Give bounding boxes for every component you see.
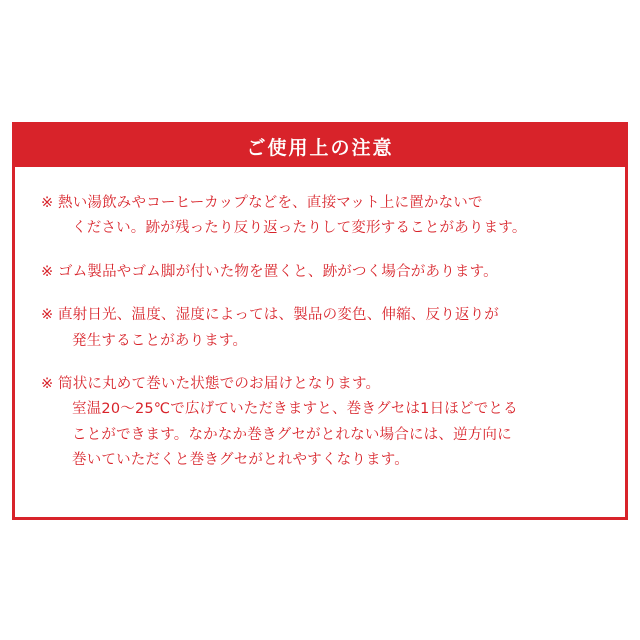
bullet-marker-icon: ※ (41, 263, 54, 280)
list-item (41, 191, 599, 242)
list-item (41, 303, 599, 354)
list-item (41, 372, 599, 474)
text-line: 熱い湯飲みやコーヒーカップなどを、直接マット上に置かないで (58, 195, 483, 211)
notice-body (15, 167, 625, 473)
text-line: 筒状に丸めて巻いた状態でのお届けとなります。 (58, 375, 381, 392)
list-item-text (58, 303, 599, 354)
notice-title-bar (15, 125, 625, 167)
bullet-marker-icon: ※ (41, 195, 54, 211)
text-line: 巻いていただくと巻きグセがとれやすくなります。 (72, 452, 409, 468)
bullet-marker-icon: ※ (41, 307, 54, 324)
list-item (41, 260, 599, 285)
list-item-text (58, 191, 599, 242)
bullet-marker-icon: ※ (41, 375, 54, 392)
list-item-text (58, 260, 599, 285)
notice-card (12, 122, 628, 520)
text-line: 室温20〜25℃で広げていただきますと、巻きグセは1日ほどでとる (72, 401, 518, 418)
text-line: ゴム製品やゴム脚が付いた物を置くと、跡がつく場合があります。 (58, 263, 498, 280)
text-line: ください。跡が残ったり反り返ったりして変形することがあります。 (72, 220, 527, 237)
list-item-text (58, 372, 599, 474)
text-line: 直射日光、温度、湿度によっては、製品の変色、伸縮、反り返りが (58, 307, 499, 324)
page-title: ご使用上の注意 (246, 136, 394, 159)
text-line: ことができます。なかなか巻きグセがとれない場合には、逆方向に (72, 426, 512, 443)
text-line: 発生することがあります。 (72, 332, 248, 349)
